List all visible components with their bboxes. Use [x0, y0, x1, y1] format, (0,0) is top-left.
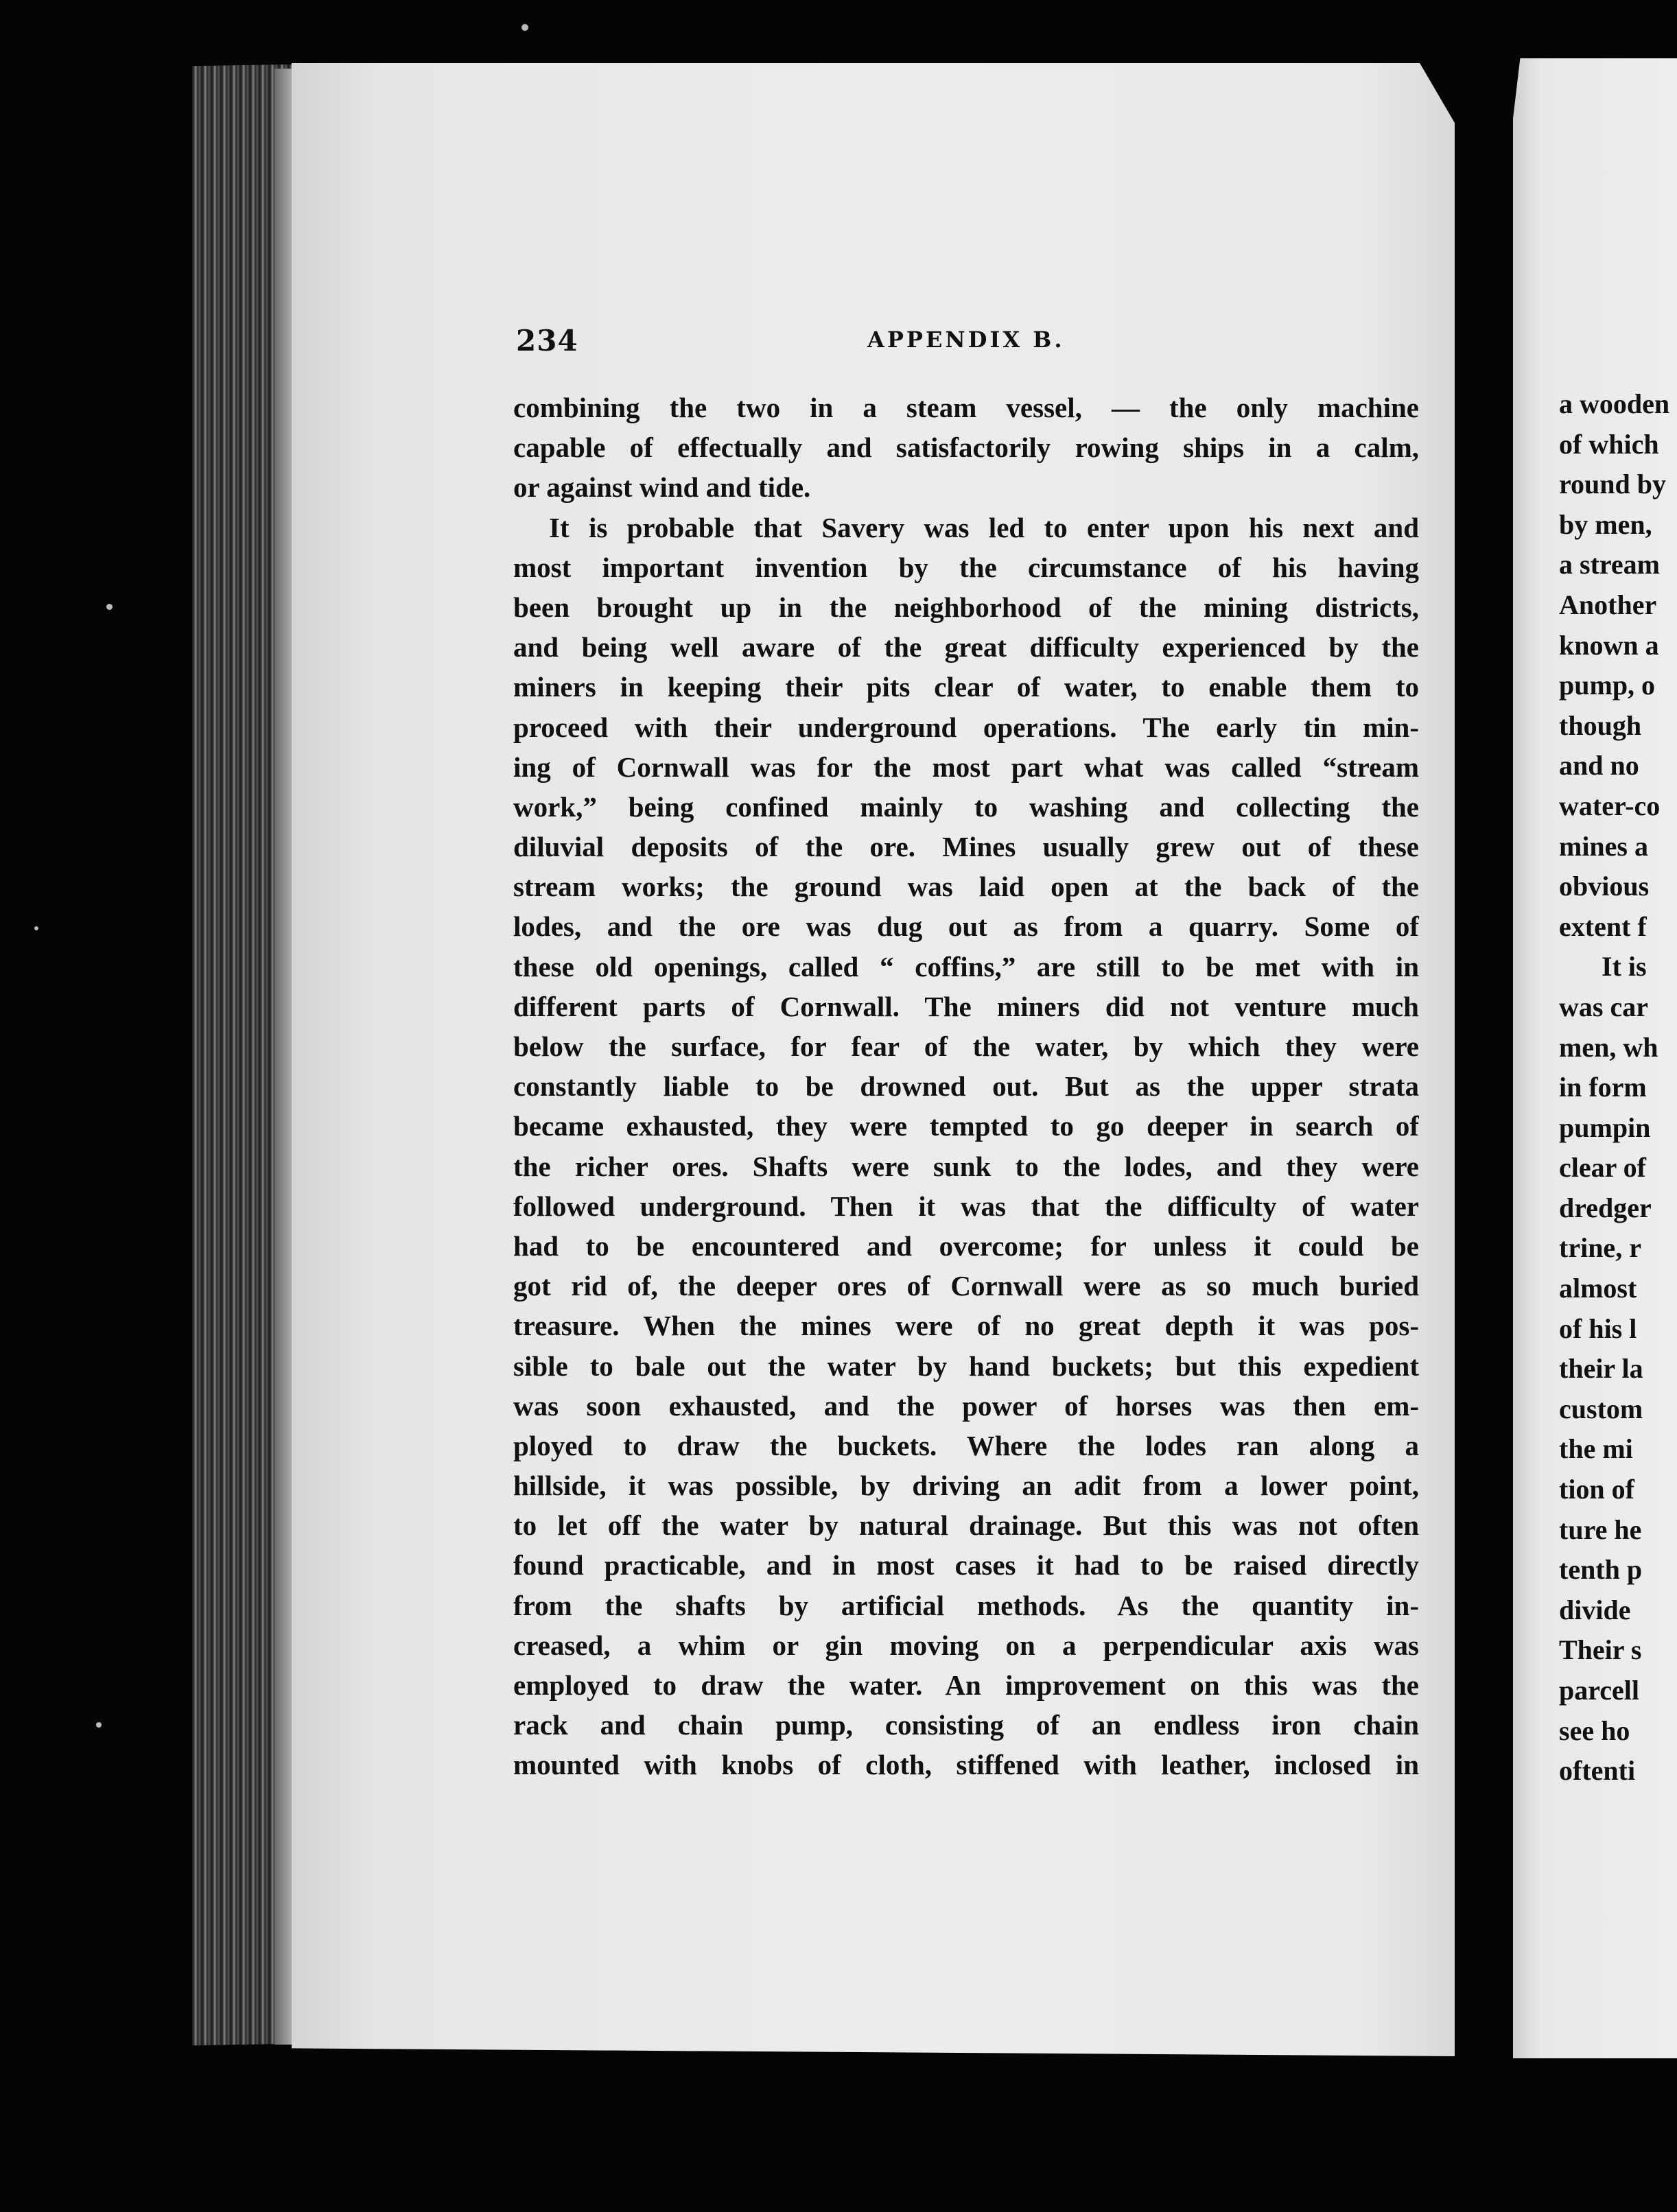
text-line: miners in keeping their pits clear of water, to enable them to: [513, 671, 1419, 703]
facing-text-line: oftenti: [1559, 1755, 1636, 1787]
text-line: combining the two in a steam vessel, — the only machine: [513, 392, 1419, 423]
text-line: treasure. When the mines were of no great depth it was pos-: [513, 1310, 1419, 1342]
facing-text-line: pump, o: [1559, 670, 1656, 701]
facing-text-line: mines a: [1559, 830, 1648, 862]
facing-page-text: [1559, 384, 1677, 1791]
facing-text-line: a stream: [1559, 549, 1660, 580]
facing-text-line: see ho: [1559, 1715, 1630, 1746]
facing-text-line: It is: [1602, 951, 1647, 983]
text-line: ing of Cornwall was for the most part what was called “stream: [513, 751, 1419, 783]
text-line: from the shafts by artificial methods. As the quantity in-: [513, 1589, 1419, 1621]
text-line: most important invention by the circumstance of his having: [513, 551, 1419, 583]
text-line: the richer ores. Shafts were sunk to the lodes, and they were: [513, 1150, 1419, 1182]
facing-text-line: clear of: [1559, 1152, 1646, 1184]
dust-speck: [521, 24, 528, 31]
facing-text-line: divide: [1559, 1594, 1631, 1625]
dust-speck: [96, 1722, 102, 1728]
facing-text-line: tenth p: [1559, 1554, 1643, 1586]
text-line: proceed with their underground operations. The early tin min-: [513, 711, 1419, 743]
text-line: was soon exhausted, and the power of horses was then em-: [513, 1389, 1419, 1422]
text-line: employed to draw the water. An improvement on this was the: [513, 1669, 1419, 1701]
facing-text-line: water-co: [1559, 790, 1661, 821]
body-text: [513, 388, 1419, 1785]
text-line: became exhausted, they were tempted to go deeper in search of: [513, 1110, 1419, 1142]
facing-text-line: tion of: [1559, 1474, 1634, 1505]
facing-text-line: ture he: [1559, 1514, 1642, 1545]
page-header: [516, 324, 1422, 365]
facing-text-line: parcell: [1559, 1675, 1640, 1706]
text-line: mounted with knobs of cloth, stiffened with leather, inclosed in: [513, 1749, 1419, 1781]
facing-text-line: dredger: [1559, 1192, 1652, 1223]
text-line: lodes, and the ore was dug out as from a quarry. Some of: [513, 910, 1419, 943]
text-line: work,” being confined mainly to washing and collecting the: [513, 790, 1419, 823]
facing-text-line: men, wh: [1559, 1031, 1658, 1063]
text-line: rack and chain pump, consisting of an endless iron chain: [513, 1709, 1419, 1741]
text-line: been brought up in the neighborhood of the mining districts,: [513, 591, 1419, 623]
text-line: or against wind and tide.: [513, 471, 811, 504]
facing-text-line: the mi: [1559, 1433, 1633, 1465]
text-line: creased, a whim or gin moving on a perpendicular axis was: [513, 1629, 1419, 1661]
facing-text-line: was car: [1559, 991, 1648, 1022]
text-line: It is probable that Savery was led to enter upon his next and: [549, 511, 1419, 543]
text-line: stream works; the ground was laid open at the back of the: [513, 871, 1419, 903]
text-line: found practicable, and in most cases it had to be raised directly: [513, 1549, 1419, 1581]
facing-text-line: their la: [1559, 1353, 1643, 1385]
page-number: 234: [516, 324, 578, 357]
text-line: sible to bale out the water by hand buckets; but this expedient: [513, 1350, 1419, 1382]
facing-text-line: a wooden: [1559, 388, 1670, 419]
text-line: ployed to draw the buckets. Where the lodes ran along a: [513, 1429, 1419, 1461]
text-line: to let off the water by natural drainage. But this was not often: [513, 1509, 1419, 1542]
facing-text-line: round by: [1559, 469, 1667, 500]
dust-speck: [34, 926, 38, 930]
facing-text-line: trine, r: [1559, 1232, 1641, 1264]
text-line: followed underground. Then it was that the difficulty of water: [513, 1190, 1419, 1222]
text-line: capable of effectually and satisfactorily rowing ships in a calm,: [513, 432, 1419, 464]
facing-text-line: extent f: [1559, 910, 1647, 942]
facing-text-line: almost: [1559, 1273, 1637, 1304]
facing-text-line: known a: [1559, 629, 1659, 661]
facing-text-line: and no: [1559, 750, 1639, 781]
facing-text-line: Another: [1559, 589, 1657, 620]
facing-text-line: pumpin: [1559, 1111, 1651, 1143]
text-line: below the surface, for fear of the water, by which they were: [513, 1031, 1419, 1062]
facing-text-line: though: [1559, 709, 1642, 741]
facing-text-line: by men,: [1559, 508, 1652, 540]
facing-text-line: Their s: [1559, 1634, 1642, 1666]
text-line: different parts of Cornwall. The miners did not venture much: [513, 990, 1419, 1022]
facing-text-line: of his l: [1559, 1313, 1637, 1344]
dust-speck: [106, 604, 113, 610]
text-line: these old openings, called “ coffins,” are still to be met with in: [513, 950, 1419, 983]
facing-text-line: of which: [1559, 428, 1659, 460]
facing-text-line: obvious: [1559, 871, 1650, 902]
text-line: diluvial deposits of the ore. Mines usually grew out of these: [513, 831, 1419, 863]
text-line: constantly liable to be drowned out. But as the upper strata: [513, 1070, 1419, 1103]
facing-text-line: custom: [1559, 1393, 1643, 1424]
text-line: got rid of, the deeper ores of Cornwall were as so much buried: [513, 1270, 1419, 1302]
text-line: and being well aware of the great difficulty experienced by the: [513, 631, 1419, 663]
running-head: APPENDIX B.: [867, 327, 1065, 353]
facing-text-line: in form: [1559, 1072, 1647, 1103]
text-line: hillside, it was possible, by driving an adit from a lower point,: [513, 1470, 1419, 1502]
text-line: had to be encountered and overcome; for unless it could be: [513, 1229, 1419, 1262]
